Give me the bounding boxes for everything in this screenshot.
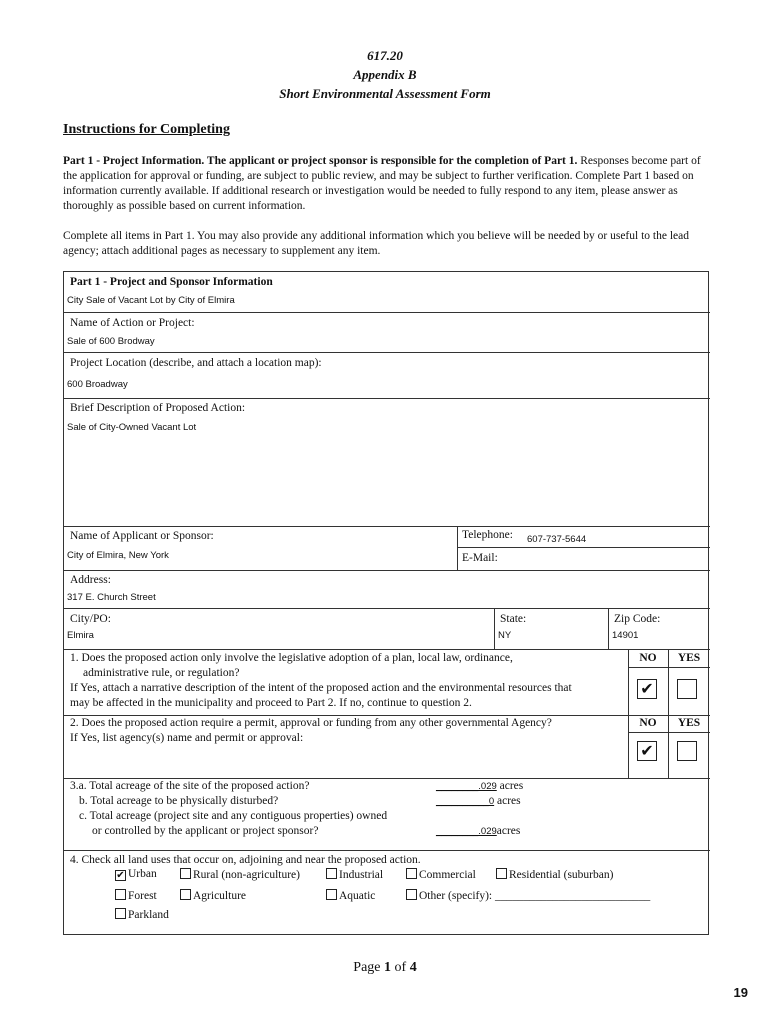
page-total: 4: [409, 960, 417, 975]
state-field[interactable]: NY: [498, 630, 512, 641]
divider: [64, 570, 710, 571]
forest-label: Forest: [128, 890, 157, 902]
rural-checkbox[interactable]: [180, 868, 191, 879]
instructions-paragraph-2: Complete all items in Part 1. You may also provide any additional information which you believe will be needed by or useful to the lead agency; attach additional pages as necessary to supplement any item.: [63, 230, 689, 257]
instructions-part1-text: Responses become part of the application for approval or funding, are subject to public review, and may be subject to further verification. Complete Part 1 based on information currently available. If additional research or investigation would be needed to fully respond to any item, please answer as thoroughly as possible based on current information.: [63, 155, 701, 212]
q3a-acres-field[interactable]: ________.029: [436, 781, 497, 792]
telephone-field[interactable]: 607-737-5644: [527, 534, 587, 545]
applicant-field[interactable]: City of Elmira, New York: [67, 550, 169, 561]
question-2-line-1: 2. Does the proposed action require a permit, approval or funding from any other governmental Agency?: [70, 717, 552, 729]
page-of: of: [391, 960, 410, 975]
instructions-heading: Instructions for Completing: [63, 122, 230, 137]
question-2-line-2: If Yes, list agency(s) name and permit or approval:: [70, 732, 304, 744]
agriculture-checkbox[interactable]: [180, 889, 191, 900]
q3c-acres-unit: acres: [496, 825, 521, 837]
part1-title: Part 1 - Project and Sponsor Information: [70, 276, 273, 288]
q3c-acres: [436, 825, 520, 837]
question-4: 4. Check all land uses that occur on, adjoining and near the proposed action.: [70, 854, 421, 866]
zip-field[interactable]: 14901: [612, 630, 639, 641]
forest-checkbox[interactable]: [115, 889, 126, 900]
q3b-acres-unit: acres: [497, 795, 521, 807]
residential-label: Residential (suburban): [509, 869, 614, 881]
form-title: Short Environmental Assessment Form: [279, 86, 491, 101]
question-1-line-2: administrative rule, or regulation?: [83, 667, 240, 679]
page-number: 19: [733, 985, 748, 1000]
land-use-industrial[interactable]: [326, 868, 383, 881]
land-use-parkland[interactable]: [115, 908, 169, 921]
industrial-label: Industrial: [339, 869, 384, 881]
location-label: Project Location (describe, and attach a location map):: [70, 357, 322, 369]
q3b-acres-field[interactable]: __________0: [436, 796, 495, 807]
commercial-checkbox[interactable]: [406, 868, 417, 879]
q3c-acres-field[interactable]: ________.029: [436, 826, 497, 837]
sponsor-info-value[interactable]: City Sale of Vacant Lot by City of Elmira: [67, 295, 235, 306]
address-label: Address:: [70, 574, 111, 586]
action-name-field[interactable]: Sale of 600 Brodway: [67, 336, 155, 347]
land-use-agriculture[interactable]: [180, 889, 246, 902]
urban-checkbox[interactable]: ✔: [116, 870, 125, 881]
divider: [64, 352, 710, 353]
parkland-checkbox[interactable]: [115, 908, 126, 919]
residential-checkbox[interactable]: [496, 868, 507, 879]
agriculture-label: Agriculture: [193, 890, 247, 902]
divider: [457, 526, 458, 570]
divider: [64, 649, 710, 650]
divider: [608, 608, 609, 649]
question-3b: b. Total acreage to be physically disturbed?: [79, 795, 279, 807]
q3a-acres-unit: acres: [499, 780, 524, 792]
land-use-other[interactable]: [406, 889, 650, 902]
urban-label: Urban: [128, 868, 157, 880]
land-use-rural[interactable]: [180, 868, 300, 881]
divider: [494, 608, 495, 649]
divider: [457, 547, 710, 548]
divider: [64, 608, 710, 609]
q3a-acres: [436, 780, 523, 792]
q2-yes-checkbox[interactable]: [677, 741, 697, 761]
email-label: E-Mail:: [462, 552, 498, 564]
divider: [64, 526, 710, 527]
question-3a: 3.a. Total acreage of the site of the proposed action?: [70, 780, 310, 792]
question-3c-line-2: or controlled by the applicant or project sponsor?: [92, 825, 319, 837]
page-current: 1: [384, 960, 392, 975]
description-label: Brief Description of Proposed Action:: [70, 402, 246, 414]
q1-no-header: NO: [639, 652, 657, 664]
zip-label: Zip Code:: [614, 613, 661, 625]
city-field[interactable]: Elmira: [67, 630, 94, 641]
q2-yes-header: YES: [677, 717, 701, 729]
aquatic-checkbox[interactable]: [326, 889, 337, 900]
land-use-commercial[interactable]: [406, 868, 476, 881]
divider: [64, 850, 710, 851]
q1-yes-checkbox[interactable]: [677, 679, 697, 699]
other-label: Other (specify): ___________________________: [419, 890, 651, 902]
action-name-label: Name of Action or Project:: [70, 317, 195, 329]
description-field[interactable]: Sale of City-Owned Vacant Lot: [67, 422, 197, 433]
section-number: 617.20: [367, 48, 403, 63]
other-checkbox[interactable]: [406, 889, 417, 900]
q2-no-header: NO: [639, 717, 657, 729]
land-use-residential[interactable]: [496, 868, 613, 881]
land-use-aquatic[interactable]: [326, 889, 375, 902]
state-label: State:: [500, 613, 527, 625]
commercial-label: Commercial: [419, 869, 476, 881]
q1-no-checkbox[interactable]: ✔: [637, 679, 657, 699]
page-indicator: [0, 960, 770, 976]
land-use-urban[interactable]: [115, 868, 157, 881]
page-prefix: Page: [353, 960, 385, 975]
address-field[interactable]: 317 E. Church Street: [67, 592, 156, 603]
instructions-part1-bold: Part 1 - Project Information. The applicant or project sponsor is responsible for the completion of Part 1.: [63, 155, 578, 167]
q3b-acres: [436, 795, 521, 807]
parkland-label: Parkland: [128, 909, 169, 921]
rural-label: Rural (non-agriculture): [193, 869, 300, 881]
question-1-line-4: may be affected in the municipality and proceed to Part 2. If no, continue to question 2.: [70, 697, 472, 709]
question-1-line-3: If Yes, attach a narrative description of the intent of the proposed action and the environmental resources that: [70, 682, 572, 694]
aquatic-label: Aquatic: [339, 890, 376, 902]
divider: [628, 732, 710, 733]
divider: [64, 312, 710, 313]
divider: [628, 667, 710, 668]
q1-yes-header: YES: [677, 652, 701, 664]
instructions-paragraph-1: [63, 154, 713, 214]
industrial-checkbox[interactable]: [326, 868, 337, 879]
question-3c-line-1: c. Total acreage (project site and any contiguous properties) owned: [79, 810, 388, 822]
land-use-forest[interactable]: [115, 889, 157, 902]
question-1-line-1: 1. Does the proposed action only involve the legislative adoption of a plan, local law, ordinance,: [70, 652, 513, 664]
telephone-label: Telephone:: [462, 529, 513, 541]
city-label: City/PO:: [70, 613, 111, 625]
location-field[interactable]: 600 Broadway: [67, 379, 128, 390]
appendix-label: Appendix B: [353, 67, 417, 82]
applicant-label: Name of Applicant or Sponsor:: [70, 530, 214, 542]
q2-no-checkbox[interactable]: ✔: [637, 741, 657, 761]
divider: [64, 398, 710, 399]
sponsor-info-form: [63, 271, 709, 935]
